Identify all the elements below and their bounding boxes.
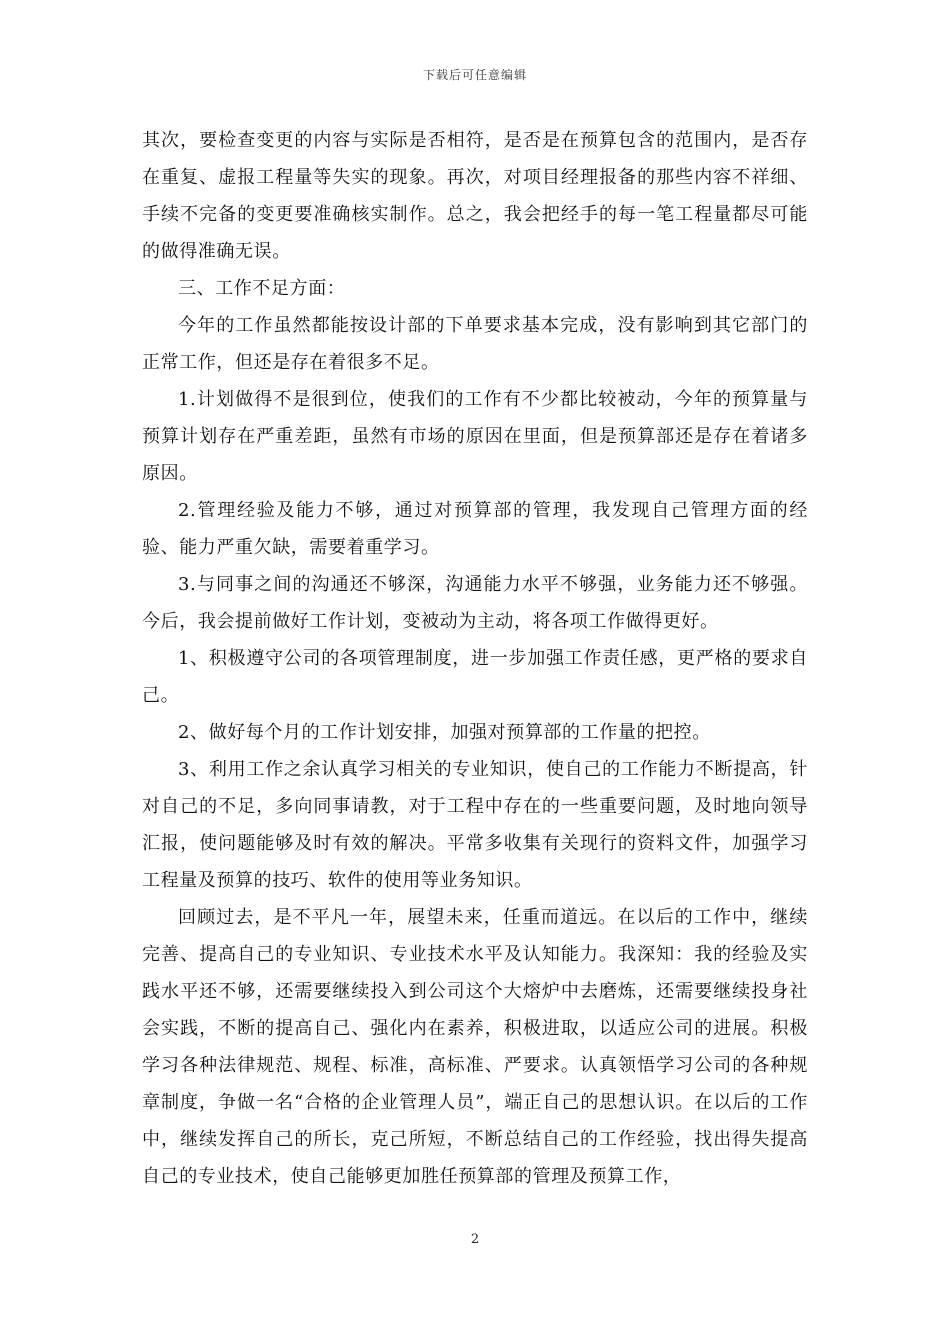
page-header: 下载后可任意编辑 bbox=[422, 68, 527, 82]
paragraph: 其次，要检查变更的内容与实际是否相符，是否是在预算包含的范围内，是否存在重复、虚报工程量等失实的现象。再次，对项目经理报备的那些内容不祥细、手续不完备的变更要准确核实制作。总之，我会把经手的每一笔工程量都尽可能的做得准确无误。 bbox=[142, 130, 808, 262]
list-item: 3、利用工作之余认真学习相关的专业知识，使自己的工作能力不断提高，针对自己的不足，多向同事请教，对于工程中存在的一些重要问题，及时地向领导汇报，使问题能够及时有效的解决。平常多收集有关现行的资料文件，加强学习工程量及预算的技巧、软件的使用等业务知识。 bbox=[142, 759, 808, 891]
paragraph: 今年的工作虽然都能按设计部的下单要求基本完成，没有影响到其它部门的正常工作，但还是存在着很多不足。 bbox=[142, 315, 808, 373]
list-item: 1.计划做得不是很到位，使我们的工作有不少都比较被动，今年的预算量与预算计划存在严重差距，虽然有市场的原因在里面，但是预算部还是存在着诸多原因。 bbox=[142, 389, 808, 484]
list-item: 2、做好每个月的工作计划安排，加强对预算部的工作量的把控。 bbox=[178, 722, 711, 743]
list-item: 2.管理经验及能力不够，通过对预算部的管理，我发现自己管理方面的经验、能力严重欠缺，需要着重学习。 bbox=[142, 500, 808, 558]
section-heading: 三、工作不足方面： bbox=[178, 278, 346, 299]
list-item: 1、积极遵守公司的各项管理制度，进一步加强工作责任感，更严格的要求自己。 bbox=[142, 648, 808, 706]
paragraph: 回顾过去，是不平凡一年，展望未来，任重而道远。在以后的工作中，继续完善、提高自己的专业知识、专业技术水平及认知能力。我深知：我的经验及实践水平还不够，还需要继续投入到公司这个大熔炉中去磨炼，还需要继续投身社会实践，不断的提高自己、强化内在素养，积极进取，以适应公司的进展。积极学习各种法律规范、规程、标准，高标准、严要求。认真领悟学习公司的各种规章制度，争做一名“合格的企业管理人员”，端正自己的思想认识。在以后的工作中，继续发挥自己的所长，克己所短，不断总结自己的工作经验，找出得失提高自己的专业技术，使自己能够更加胜任预算部的管理及预算工作， bbox=[142, 907, 808, 1187]
document-body bbox=[142, 122, 808, 1195]
list-item: 3.与同事之间的沟通还不够深，沟通能力水平不够强，业务能力还不够强。今后，我会提前做好工作计划，变被动为主动，将各项工作做得更好。 bbox=[142, 574, 808, 632]
page-number: 2 bbox=[470, 1232, 480, 1247]
